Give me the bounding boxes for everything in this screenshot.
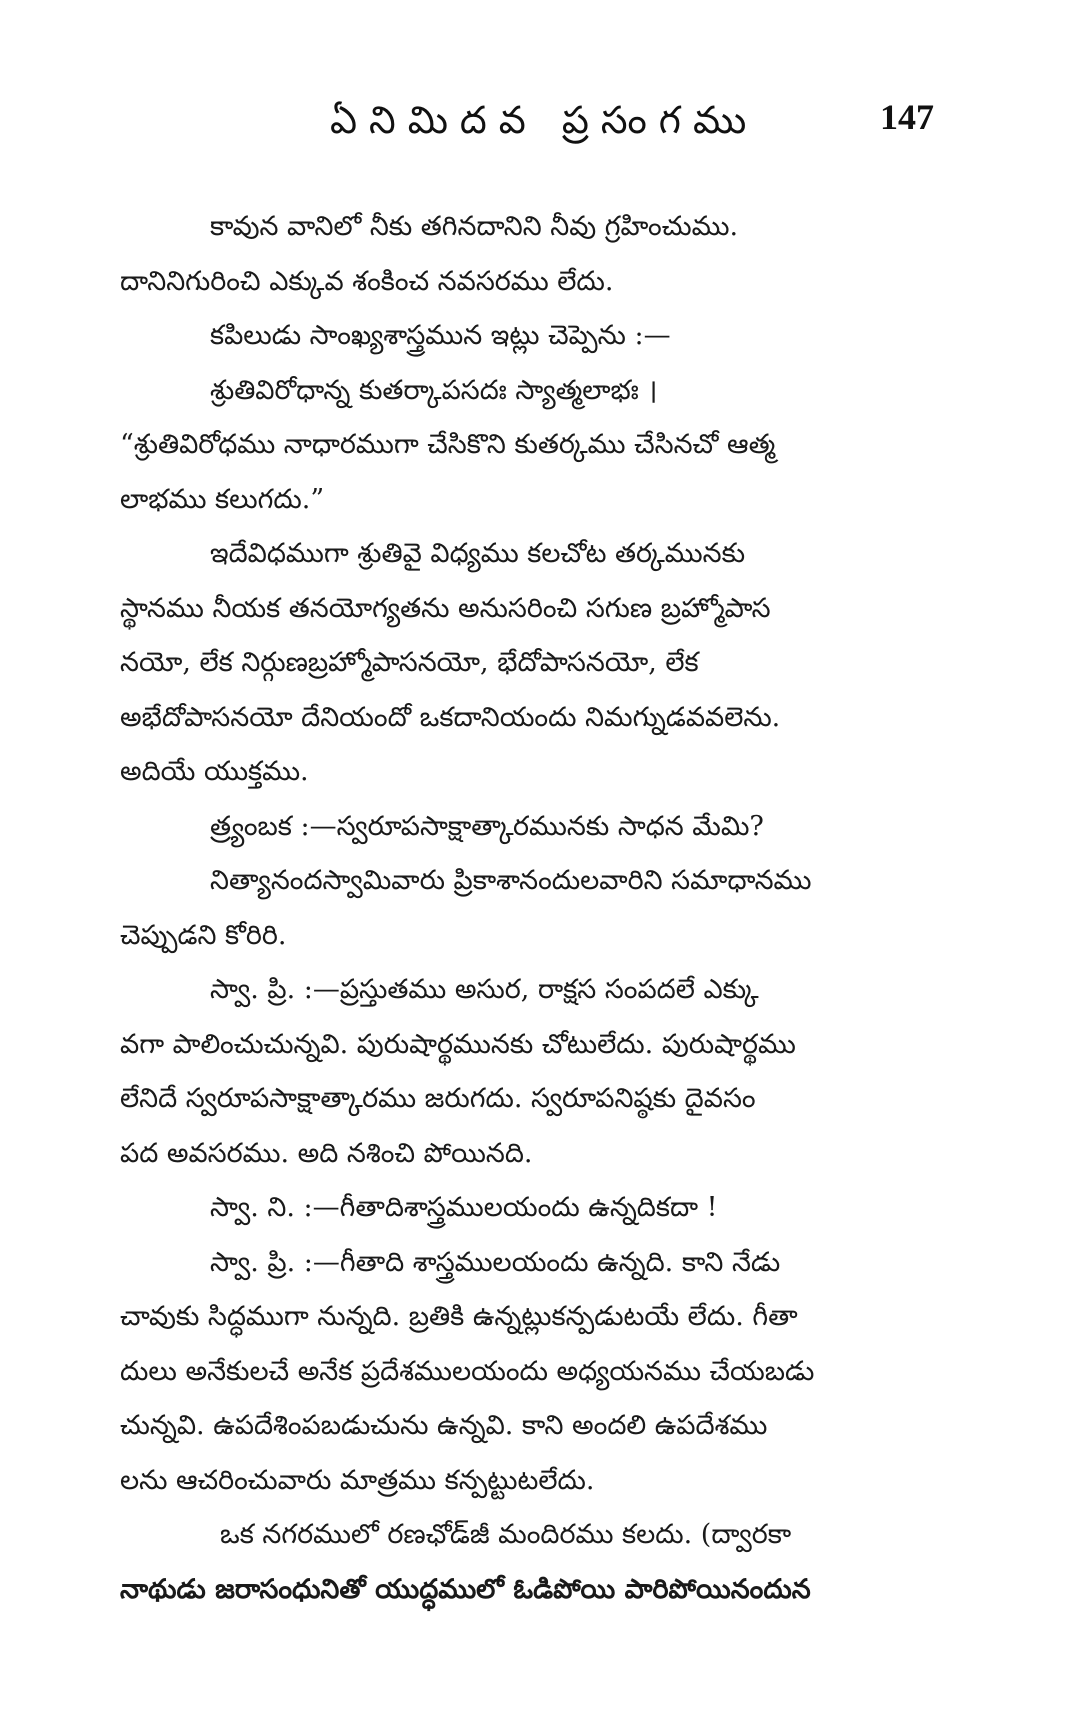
page-header bbox=[0, 92, 1077, 152]
text-line: పద అవసరము. అది నశించి పోయినది. bbox=[120, 1137, 533, 1169]
text-line: లను ఆచరించువారు మాత్రము కన్పట్టుటలేదు. bbox=[120, 1464, 595, 1496]
text-line: అభేదోపాసనయో దేనియందో ఒకదానియందు నిమగ్నుడవవలెను. bbox=[120, 701, 781, 733]
text-line: అదియే యుక్తము. bbox=[120, 756, 309, 787]
text-line: చున్నవి. ఉపదేశింపబడుచును ఉన్నవి. కాని అందలి ఉపదేశము bbox=[120, 1410, 768, 1441]
sanskrit-verse: శ్రుతివిరోధాన్న కుతర్కాపసదః స్యాత్మలాభః । bbox=[210, 374, 658, 406]
text-line: నాథుడు జరాసంధునితో యుద్ధములో ఓడిపోయి పారిపోయినందున bbox=[120, 1573, 811, 1605]
text-line: ఒక నగరములో రణఛోడ్‌జీ మందిరము కలదు. (ద్వారకా bbox=[220, 1519, 792, 1550]
text-line: కపిలుడు సాంఖ్యశాస్త్రమున ఇట్లు చెప్పెను :— bbox=[210, 320, 671, 351]
text-line: చావుకు సిద్ధముగా నున్నది. బ్రతికి ఉన్నట్లుకన్పడుటయే లేదు. గీతా bbox=[120, 1301, 798, 1332]
text-line: స్థానము నీయక తనయోగ్యతను అనుసరించి సగుణ బ్రహ్మోపాస bbox=[120, 592, 771, 624]
text-line: త్ర్యంబక :—స్వరూపసాక్షాత్కారమునకు సాధన మేమి? bbox=[210, 810, 764, 842]
text-line: స్వా. ప్రి. :—గీతాది శాస్త్రములయందు ఉన్నది. కాని నేడు bbox=[210, 1246, 781, 1278]
text-line: స్వా. ప్రి. :—ప్రస్తుతము అసుర, రాక్షస సంపదలే ఎక్కు bbox=[210, 974, 759, 1005]
text-line: వగా పాలించుచున్నవి. పురుషార్థమునకు చోటులేదు. పురుషార్థము bbox=[120, 1028, 796, 1060]
text-line: దులు అనేకులచే అనేక ప్రదేశములయందు అధ్యయనము చేయబడు bbox=[120, 1355, 815, 1387]
text-line: చెప్పుడని కోరిరి. bbox=[120, 919, 287, 951]
text-line: లాభము కలుగదు.” bbox=[120, 483, 325, 515]
text-line: కావున వానిలో నీకు తగినదానిని నీవు గ్రహించుము. bbox=[210, 211, 739, 242]
page-number: 147 bbox=[880, 97, 934, 137]
text-line: ఇదేవిధముగా శ్రుతివై విధ్యము కలచోట తర్కమునకు bbox=[210, 538, 746, 569]
text-line: దానినిగురించి ఎక్కువ శంకించ నవసరము లేదు. bbox=[120, 265, 614, 297]
text-line: “శ్రుతివిరోధము నాధారముగా చేసికొని కుతర్కము చేసినచో ఆత్మ bbox=[120, 429, 776, 460]
page-body bbox=[120, 200, 960, 1617]
chapter-title: ఏనిమిదవ ప్రసంగము bbox=[330, 98, 759, 142]
text-line: లేనిదే స్వరూపసాక్షాత్కారము జరుగదు. స్వరూపనిష్ఠకు దైవసం bbox=[120, 1083, 756, 1114]
text-line: స్వా. ని. :—గీతాదిశాస్త్రములయందు ఉన్నదికదా ! bbox=[210, 1192, 718, 1223]
text-line: నయో, లేక నిర్గుణబ్రహ్మోపాసనయో, భేదోపాసనయో, లేక bbox=[120, 647, 699, 678]
text-line: నిత్యానందస్వామివారు ప్రికాశానందులవారిని సమాధానము bbox=[210, 865, 812, 896]
